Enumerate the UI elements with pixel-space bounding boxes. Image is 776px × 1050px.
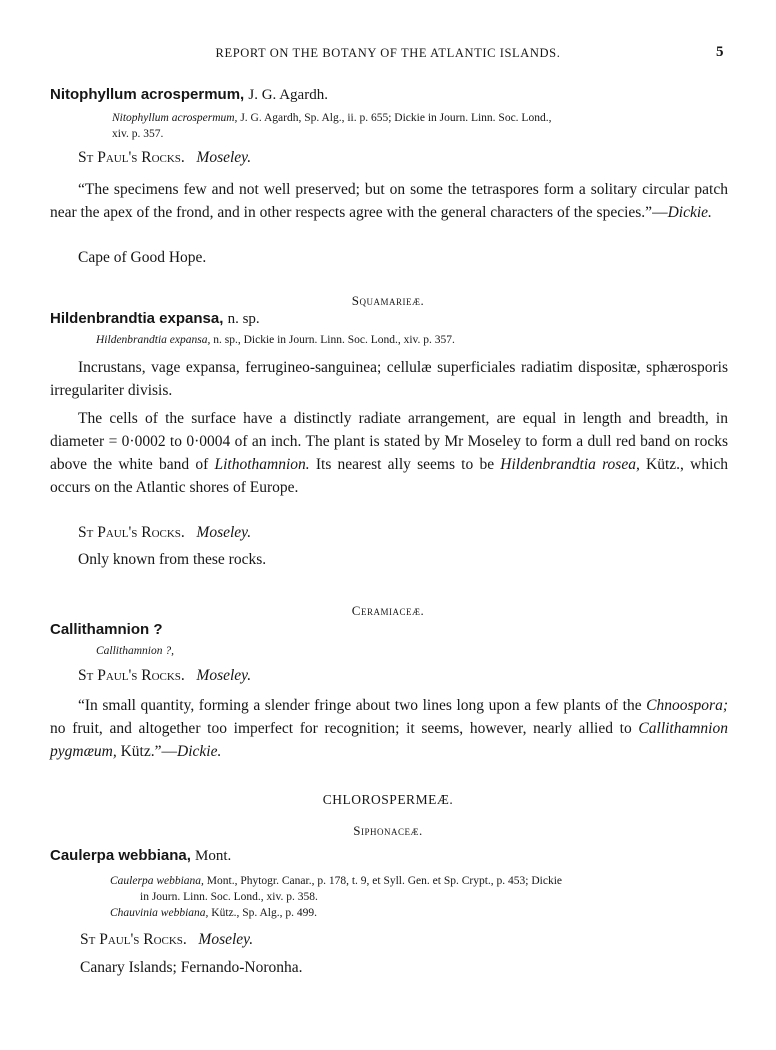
quote-nitophyllum	[50, 178, 728, 224]
locality: St Paul's Rocks.	[78, 524, 185, 541]
description-hildenbrandtia	[50, 407, 728, 499]
reference-name: Chauvinia webbiana,	[110, 907, 209, 919]
locality: St Paul's Rocks.	[80, 931, 187, 948]
distribution-hildenbrandtia: Only known from these rocks.	[78, 551, 267, 568]
reference-hildenbrandtia	[96, 332, 736, 348]
locality-line-nitophyllum	[78, 149, 251, 167]
quote-text: “In small quantity, forming a slender fringe about two lines long upon a few plants of the	[78, 697, 647, 714]
species-name: Hildenbrandtia expansa,	[50, 310, 224, 327]
quote-author: Dickie.	[177, 743, 222, 760]
reference-text: J. G. Agardh, Sp. Alg., ii. p. 655; Dickie in Journ. Linn. Soc. Lond.,	[240, 112, 552, 124]
species-name: Caulerpa webbiana,	[50, 847, 191, 864]
reference-name: Callithamnion ?,	[96, 645, 174, 657]
reference-caulerpa-2	[110, 905, 317, 921]
locality: St Paul's Rocks.	[78, 667, 185, 684]
locality-line-hildenbrandtia	[78, 524, 251, 542]
species-name: Nitophyllum acrospermum,	[50, 86, 245, 103]
section-heading-ceramiaceae: Ceramiaceæ.	[351, 603, 425, 618]
reference-name: Hildenbrandtia expansa,	[96, 334, 211, 346]
reference-nitophyllum	[112, 110, 732, 142]
quote-text: “The specimens few and not well preserved; but on some the tetraspores form a solitary circular patch near the apex of the frond, and in other respects agree with the general characters of the species.”—	[50, 181, 728, 221]
description-text: Kütz., which occurs on the Atlantic shores of Europe.	[50, 456, 729, 496]
locality-line-caulerpa	[80, 931, 253, 949]
species-heading-hildenbrandtia	[50, 310, 260, 328]
distribution-nitophyllum: Cape of Good Hope.	[78, 249, 207, 266]
page-number: 5	[716, 44, 724, 60]
reference-caulerpa-1	[110, 873, 740, 905]
quote-taxon: Callithamnion pygmæum,	[50, 720, 728, 760]
quote-taxon: Chnoospora;	[646, 697, 728, 714]
quote-callithamnion	[50, 694, 728, 763]
quote-text: no fruit, and altogether too imperfect for recognition; it seems, however, nearly allied to	[50, 720, 639, 737]
species-heading-caulerpa	[50, 847, 231, 865]
latin-diagnosis: Incrustans, vage expansa, ferrugineo-sanguinea; cellulæ superficiales radiatim dispositæ, sphærosporis irregulariter divisis.	[50, 359, 728, 399]
reference-name: Nitophyllum acrospermum,	[112, 112, 238, 124]
collector: Moseley.	[198, 931, 254, 948]
reference-name: Caulerpa webbiana,	[110, 875, 204, 887]
species-author: n. sp.	[227, 311, 260, 327]
species-heading-nitophyllum	[50, 86, 328, 104]
species-author: J. G. Agardh.	[248, 87, 328, 103]
description-text: The cells of the surface have a distinctly radiate arrangement, are equal in length and breadth, in diameter = 0·0002 to 0·0004 of an inch. The plant is stated by Mr Moseley to form a dull red band on rocks above the white band of	[50, 410, 728, 473]
species-author: Mont.	[195, 848, 232, 864]
distribution-caulerpa: Canary Islands; Fernando-Noronha.	[80, 959, 303, 976]
reference-text: n. sp., Dickie in Journ. Linn. Soc. Lond., xiv. p. 357.	[213, 334, 455, 346]
collector: Moseley.	[196, 667, 252, 684]
quote-author: Dickie.	[667, 204, 712, 221]
locality-line-callithamnion	[78, 667, 251, 685]
quote-text: Kütz.”—	[116, 743, 177, 760]
reference-callithamnion	[96, 643, 174, 659]
description-taxon: Lithothamnion.	[214, 456, 310, 473]
collector: Moseley.	[196, 524, 252, 541]
reference-text: Mont., Phytogr. Canar., p. 178, t. 9, et Syll. Gen. et Sp. Crypt., p. 453; Dickie	[206, 875, 563, 887]
locality: St Paul's Rocks.	[78, 149, 185, 166]
reference-text: Kütz., Sp. Alg., p. 499.	[211, 907, 318, 919]
reference-text-cont: in Journ. Linn. Soc. Lond., xiv. p. 358.	[140, 891, 318, 903]
collector: Moseley.	[196, 149, 252, 166]
running-header: REPORT ON THE BOTANY OF THE ATLANTIC ISLANDS.	[215, 46, 561, 60]
species-heading-callithamnion: Callithamnion ?	[50, 621, 163, 638]
section-heading-squamarieae: Squamarieæ.	[351, 293, 425, 308]
section-heading-siphonaceae: Siphonaceæ.	[353, 823, 423, 838]
reference-text-cont: xiv. p. 357.	[112, 128, 164, 140]
description-text: Its nearest ally seems to be	[309, 456, 501, 473]
description-taxon: Hildenbrandtia rosea,	[500, 456, 640, 473]
section-heading-chlorospermeae: CHLOROSPERMEÆ.	[322, 792, 454, 807]
